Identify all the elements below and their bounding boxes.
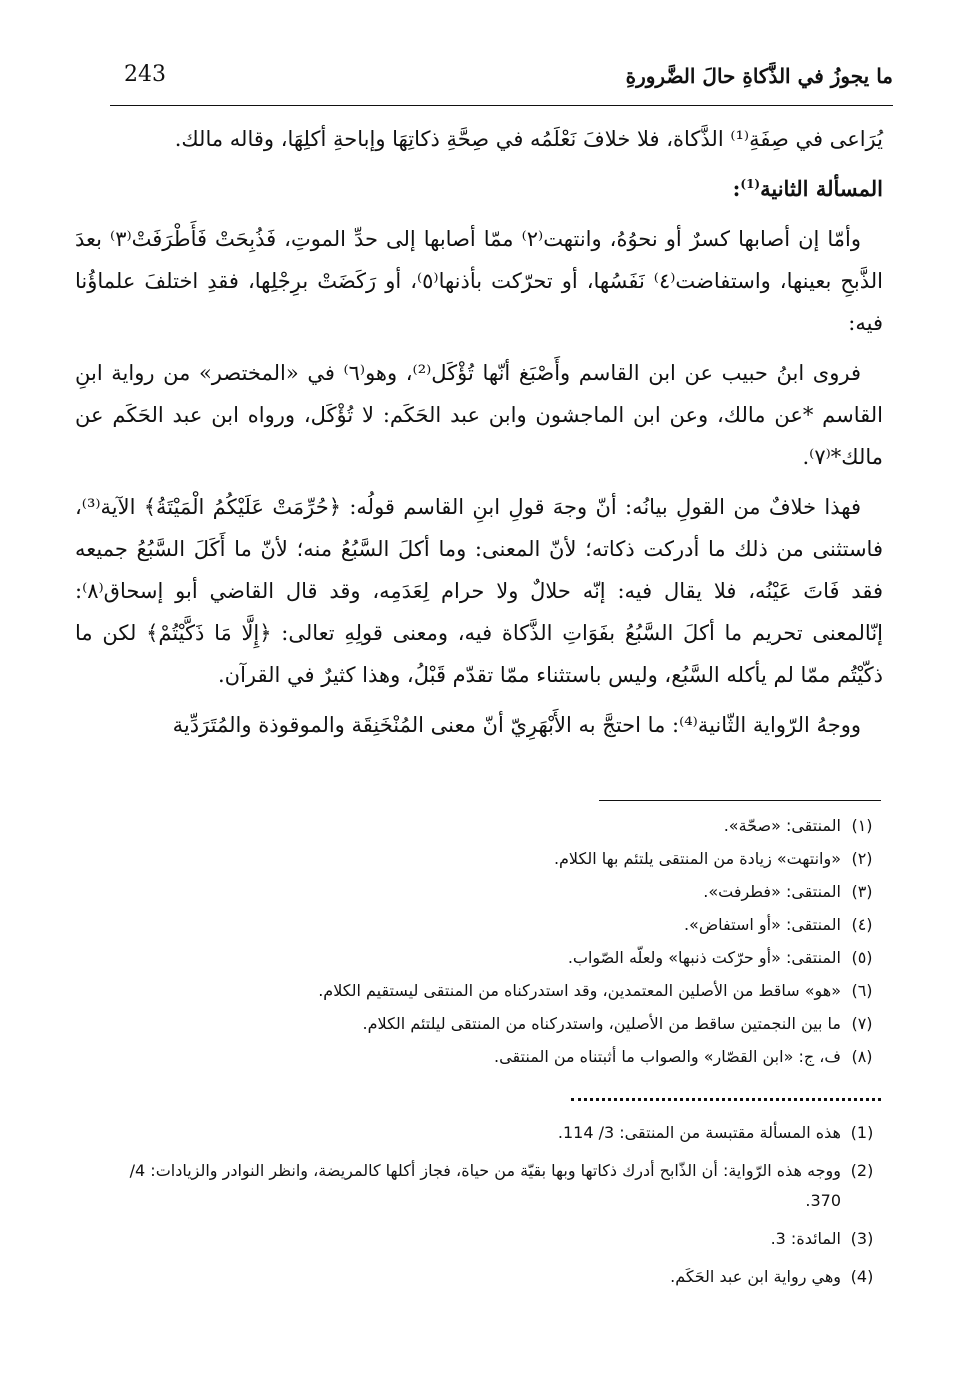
editor-notes — [93, 1118, 883, 1300]
editor-note-number: (1) — [850, 1123, 874, 1142]
editor-note-text: هذه المسألة مقتبسة من المنتقى: 3/ 114. — [557, 1123, 841, 1142]
editor-note-text: وهي رواية ابن عبد الحَكَم. — [670, 1267, 841, 1286]
footnote-item — [93, 814, 883, 847]
paragraph-1: يُرَاعى في صِفَةِ⁽¹⁾ الذَّكاة، فلا خلافَ نَعْلَمُه في صِحَّةِ ذكاتِهَا وإباحةِ أكلِهَا، وقاله مالك. — [174, 127, 883, 151]
footnote-number: (٣) — [851, 882, 873, 901]
footnote-number: (١) — [851, 816, 873, 835]
footnote-text: المنتقى: «أو استفاض». — [683, 915, 841, 934]
paragraph-2: وأمّا إن أصابها كسرٌ أو نحوُهُ، وانتهت⁽٢⁾ ممّا أصابها إلى حدِّ الموتِ، فَذُبِحَتْ فَأَطْرَفَتْ⁽٣⁾ بعدَ الذَّبحِ بعينها، واستفاضت⁽٤⁾ نَفَسُها، أو تحرّكت بأذنها⁽٥⁾، أو رَكَضَتْ برِجْلِها، فقدِ اختلفَ علماؤُنا فيه: — [75, 227, 883, 335]
editor-note-item — [93, 1262, 883, 1292]
editor-note-number: (4) — [850, 1267, 874, 1286]
footnote-number: (٢) — [851, 849, 873, 868]
main-text — [75, 118, 883, 754]
footnote-item — [93, 1045, 883, 1078]
footnote-text: ما بين النجمتين ساقط من الأصلين، واستدركناه من المنتقى ليلتئم الكلام. — [362, 1014, 841, 1033]
editor-note-text: ووجه هذه الرّواية: أن الذّابح أدرك ذكاتها وبها بقيّة من حياة، فجاز أكلها كالمريضة، وانظر النوادر والزيادات: 4/ 370. — [129, 1161, 841, 1210]
footnote-text: «وانتهت» زيادة من المنتقى يلتئم بها الكلام. — [553, 849, 841, 868]
footnote-text: «هو» ساقط من الأصلين المعتمدين، وقد استدركناه من المنتقى ليستقيم الكلام. — [318, 981, 841, 1000]
editor-note-item — [93, 1224, 883, 1254]
endnote-separator — [571, 1098, 881, 1101]
footnote-item — [93, 913, 883, 946]
footnote-text: المنتقى: «أو حرّكت ذنبها» ولعلّه الصّواب. — [567, 948, 841, 967]
footnote-item — [93, 946, 883, 979]
footnote-number: (٧) — [851, 1014, 873, 1033]
editor-note-number: (2) — [850, 1161, 874, 1180]
footnote-item — [93, 847, 883, 880]
footnotes — [93, 814, 883, 1078]
footnote-number: (٨) — [851, 1047, 873, 1066]
footnote-number: (٦) — [851, 981, 873, 1000]
page-number: 243 — [124, 62, 166, 87]
footnote-item — [93, 880, 883, 913]
paragraph-5: ووجهُ الرّواية الثّانية⁽⁴⁾: ما احتجَّ به الأَبْهَرِيّ أنّ معنى المُنْخَنِقَة والموقوذة والمُتَرَدِّية — [172, 713, 861, 737]
editor-note-number: (3) — [850, 1229, 874, 1248]
section-heading-title: المسألة الثانية — [760, 176, 883, 201]
editor-note-item — [93, 1156, 883, 1216]
section-heading-ref: (1) — [740, 177, 761, 191]
paragraph-4: فهذا خلافٌ من القولِ بيانُه: أنّ وجهَ قولِ ابنِ القاسم قولُه: ﴿حُرِّمَتْ عَلَيْكُمُ الْمَيْتَةُ﴾ الآية⁽³⁾، فاستثنى من ذلك ما أدركت ذكاته؛ لأنّ المعنى: وما أكلَ السَّبُعُ منه؛ لأنّ ما أَكَلَ السَّبُعُ جميعه فقد فَاتَ عَيْنُه، فلا يقال فيه: إنّه حلالٌ ولا حرام لِعَدَمِه، وقد قال القاضي أبو إسحاق⁽٨⁾: إنّالمعنى تحريم ما أكلَ السَّبُعُ بفَوَاتِ الذَّكاة فيه، ومعنى قولِهِ تعالى: ﴿إِلَّا مَا ذَكَّيْتُمْ﴾ لكن ما ذكّيْتُم ممّا لم يأكله السَّبُع، وليس باستثناء ممّا تقدّم قَبْلُ، وهذا كثيرٌ في القرآن. — [75, 495, 883, 687]
footnote-text: المنتقى: «صحّة». — [723, 816, 841, 835]
footnote-separator — [599, 800, 881, 801]
page-header — [110, 62, 893, 106]
header-rule — [110, 105, 893, 106]
section-heading-colon: : — [732, 176, 741, 201]
running-title: ما يجوزُ في الذَّكاةِ حالَ الضَّرورةِ — [625, 64, 893, 88]
footnote-number: (٥) — [851, 948, 873, 967]
editor-note-item — [93, 1118, 883, 1148]
editor-note-text: المائدة: 3. — [770, 1229, 841, 1248]
footnote-number: (٤) — [851, 915, 873, 934]
paragraph-3: فروى ابنُ حبيب عن ابن القاسم وأَصْبَغ أنّها تُؤْكَل⁽²⁾، وهو⁽٦⁾ في «المختصر» من رواية ابنِ القاسم *عن مالك، وعن ابن الماجشون وابن عبد الحَكَم: لا تُؤْكَل، ورواه ابن عبد الحَكَم عن مالك*⁽٧⁾. — [75, 361, 883, 469]
footnote-text: المنتقى: «فطرفت». — [703, 882, 841, 901]
footnote-item — [93, 1012, 883, 1045]
footnote-item — [93, 979, 883, 1012]
section-heading — [75, 168, 883, 210]
footnote-text: ف، ج: «ابن القصّار» والصواب ما أثبتناه من المنتقى. — [494, 1047, 841, 1066]
